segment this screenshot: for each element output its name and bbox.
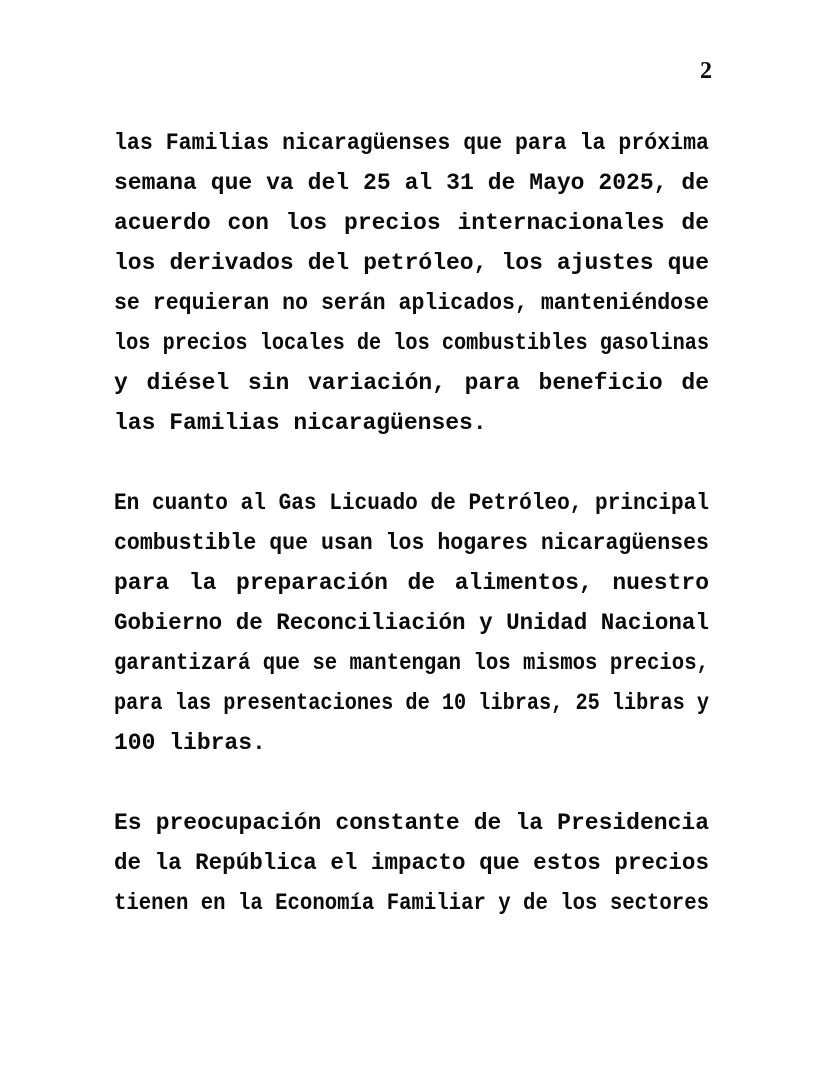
- text-line-content: los precios locales de los combustibles gasolinas: [114, 330, 710, 356]
- paragraph: [114, 483, 709, 763]
- text-line-content: y diésel sin variación, para beneficio de: [114, 370, 709, 396]
- paragraph: [114, 803, 709, 923]
- paragraph: [114, 123, 709, 443]
- text-line-content: las Familias nicaragüenses.: [114, 410, 487, 436]
- text-line: [114, 483, 709, 523]
- text-line: [114, 163, 709, 203]
- document-body: [114, 123, 709, 923]
- text-line: [114, 643, 709, 683]
- text-line: [114, 723, 709, 763]
- text-line: [114, 563, 709, 603]
- text-line-content: tienen en la Economía Familiar y de los sectores: [114, 890, 710, 916]
- text-line: [114, 683, 709, 723]
- text-line-content: En cuanto al Gas Licuado de Petróleo, principal: [114, 490, 710, 516]
- text-line: [114, 523, 709, 563]
- text-line-content: combustible que usan los hogares nicaragüenses: [114, 530, 709, 556]
- text-line-content: Gobierno de Reconciliación y Unidad Nacional: [114, 610, 709, 636]
- text-line-content: para las presentaciones de 10 libras, 25 libras y: [114, 690, 710, 716]
- text-line: [114, 203, 709, 243]
- text-line: [114, 803, 709, 843]
- text-line-content: las Familias nicaragüenses que para la próxima: [114, 130, 709, 156]
- text-line-content: de la República el impacto que estos precios: [114, 850, 709, 876]
- text-line: [114, 603, 709, 643]
- text-line-content: se requieran no serán aplicados, manteniéndose: [114, 290, 709, 316]
- text-line-content: Es preocupación constante de la Presidencia: [114, 810, 709, 836]
- text-line-content: los derivados del petróleo, los ajustes que: [114, 250, 709, 276]
- text-line: [114, 403, 709, 443]
- text-line: [114, 363, 709, 403]
- text-line: [114, 883, 709, 923]
- text-line-content: 100 libras.: [114, 730, 266, 756]
- text-line-content: garantizará que se mantengan los mismos precios,: [114, 650, 710, 676]
- text-line-content: para la preparación de alimentos, nuestro: [114, 570, 709, 596]
- text-line-content: acuerdo con los precios internacionales de: [114, 210, 709, 236]
- page-number: 2: [700, 58, 712, 84]
- text-line: [114, 283, 709, 323]
- text-line: [114, 243, 709, 283]
- text-line: [114, 843, 709, 883]
- text-line-content: semana que va del 25 al 31 de Mayo 2025, de: [114, 170, 709, 196]
- text-line: [114, 123, 709, 163]
- text-line: [114, 323, 709, 363]
